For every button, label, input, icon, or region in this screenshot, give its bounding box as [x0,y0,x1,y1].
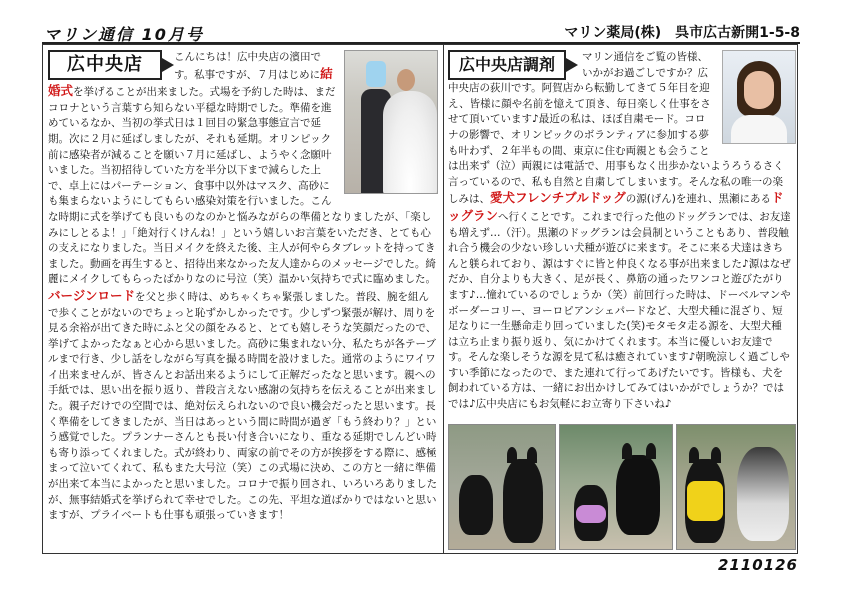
column-divider [443,44,444,554]
left-paragraph-2: を挙げることが出来ました。式場を予約した時は、まだコロナという言葉すら知らない平穏な時期でした。準備を進めているなか、当初の挙式日は１回目の緊急事態宣言で延期。次に２月に延ばしましたが、それも延期。オリンピック前に感染者が減ることを願い７月に延ばし、ようやく念願叶いました。当初招待していた方を半分以下まで減らした上で、卓上にはパーテーション、食事中以外はマスク、高砂にも集まらないようにしてもらい感染対策を行いました。こんな時期に式を挙げても良いものなのかと悩みながらの準備となりましたが、「楽しみにしとるよ！」「絶対行くけんね！」という嬉しいお言葉をいただき、とても心の支えになりました。当日メイクを終えた後、主人が何やらタブレットを持ってきました。動画を再生すると、招待出来なかった友人達からのメッセージでした。綺麗にメイクしてもらったばかりなのに号泣（笑）温かい気持ちで式に臨めました。 [48,86,436,286]
issue-code: 2110126 [717,556,798,574]
staff-portrait [722,50,796,144]
face-mask-icon [366,61,386,87]
dog-vest [576,505,606,523]
right-paragraph-2: の源(げん)を連れ、黒瀬にある [625,193,772,206]
section-tag-dispensing: 広中央店調剤 [448,50,566,80]
bride-dress [383,91,437,194]
dog-photo-1 [448,424,556,550]
husky-figure [737,447,789,541]
dog-ear [527,447,537,463]
staff-shirt [731,115,787,144]
left-paragraph-1: こんにちは！広中央店の濱田です。私事ですが、７月はじめに [174,51,321,81]
company-address: マリン薬局(株) 呉市広古新開1-5-8 [564,25,800,41]
right-paragraph-3: へ行くことです。これまで行った他のドッグランでは、お友達も増えず…（汗）。黒瀬のドッグランは会員制ということもあり、普段触れ合う機会の少ない珍しい犬種が遊びに来ます。そこに来る犬達はきちんと躾られており、源はすぐに皆と仲良くなる事が出来ました♪源はなぜだか、自分よりも大きく、足が長く、鼻筋の通ったワンコと遊びたがります♪…憧れているのでしょうか（笑）前回行った時は、ドーベルマンやボーダーコリー、ヨーロピアンシェパードなど、大型犬種に混ざり、短足なりに一生懸命走り回っていました(笑)モタモタ走る源を、大型犬種は立ち止まり振り返り、気にかけてくれます。本当に優しいお友達です。そんな楽しそうな源を見て私は癒されています♪朝晩涼しく過ごしやすい季節になったので、また連れて行ってあげたいです。皆様も、犬を飼われている方は、一緒にお出かけしてみてはいかがでしょうか？ではでは♪広中央店にもお気軽にお立寄り下さいね♪ [448,210,791,411]
staff-face [744,71,774,109]
dog-photo-2 [559,424,673,550]
dog-photo-3 [676,424,796,550]
dog-figure [503,459,543,543]
section-tag-hirochuo: 広中央店 [48,50,162,80]
newsletter-title: マリン通信 10月号 [44,25,204,44]
dog-vest [687,481,723,521]
keyword-french-bulldog: 愛犬フレンチブルドッグ [490,190,626,206]
dog-figure [616,455,660,535]
keyword-wedding: 結婚式 [48,65,333,99]
bride-head [397,69,415,91]
dog-ear [646,443,656,459]
dog-ear [689,447,699,463]
dog-ear [622,443,632,459]
dog-figure [459,475,493,535]
right-paragraph-1: マリン通信をご覧の皆様、いかがお過ごしですか？広中央店の荻川です。阿賀店から転勤してきて５年目を迎え、皆様に顔や名前を憶えて頂き、毎日楽しく仕事をさせて頂いています♪最近の私は、ほぼ自粛モード。コロナの影響で、オリンピックのボランティアに参加する夢も叶わず、２年半もの間、東京に住む両親とも会うことは出来ず（泣）両親には電話で、用事もなく出歩かないようろうるさく言っているので、私も自然と自粛してしまいます。そんな私の唯一の楽しみは、 [448,51,784,206]
dog-ear [507,447,517,463]
wedding-photo [344,50,438,194]
keyword-dog-run: ドッグラン [448,190,784,223]
keyword-virgin-road: バージンロード [48,287,135,303]
dog-ear [711,447,721,463]
left-paragraph-3: を父と歩く時は、めちゃくちゃ緊張しました。普段、腕を組んで歩くことがないのでちょっと恥ずかしかったです。少しずつ緊張が解け、周りを見る余裕が出てきた時にふと父の顔をみると、とても嬉しそうな笑顔だったので、挙げてよかったなぁと心から思いました。高砂に集まれない分、私たちが各テーブルまで行き、少し話をしながら写真を撮る時間を設けました。通常のようにワイワイ出来ませんが、皆さんとお話出来るようにして正解だったなと思います。親への手紙では、思い出を振り返り、普段言えない感謝の気持ちを伝えることが出来ました。親子だけでの空間では、絶対伝えられないので良い機会だったと思います。長く準備をしてきましたが、当日はあっという間に時間が過ぎ「もう終わり？」という感覚でした。プランナーさんとも長い付き合いになり、重なる延期でしんどい時も寄り添ってくれました。式が終わり、両家の前でその方が挨拶をする際に、感極まって泣いてくれて、私もまた大号泣（笑）この式場に決め、この方と一緒に準備が出来て本当によかったと思いました。コロナで振り回され、いろいろありましたが、無事結婚式を挙げられて幸せでした。この先、平坦な道ばかりではないと思いますが、プライベートも仕事も頑張っていきます！ [48,290,438,522]
